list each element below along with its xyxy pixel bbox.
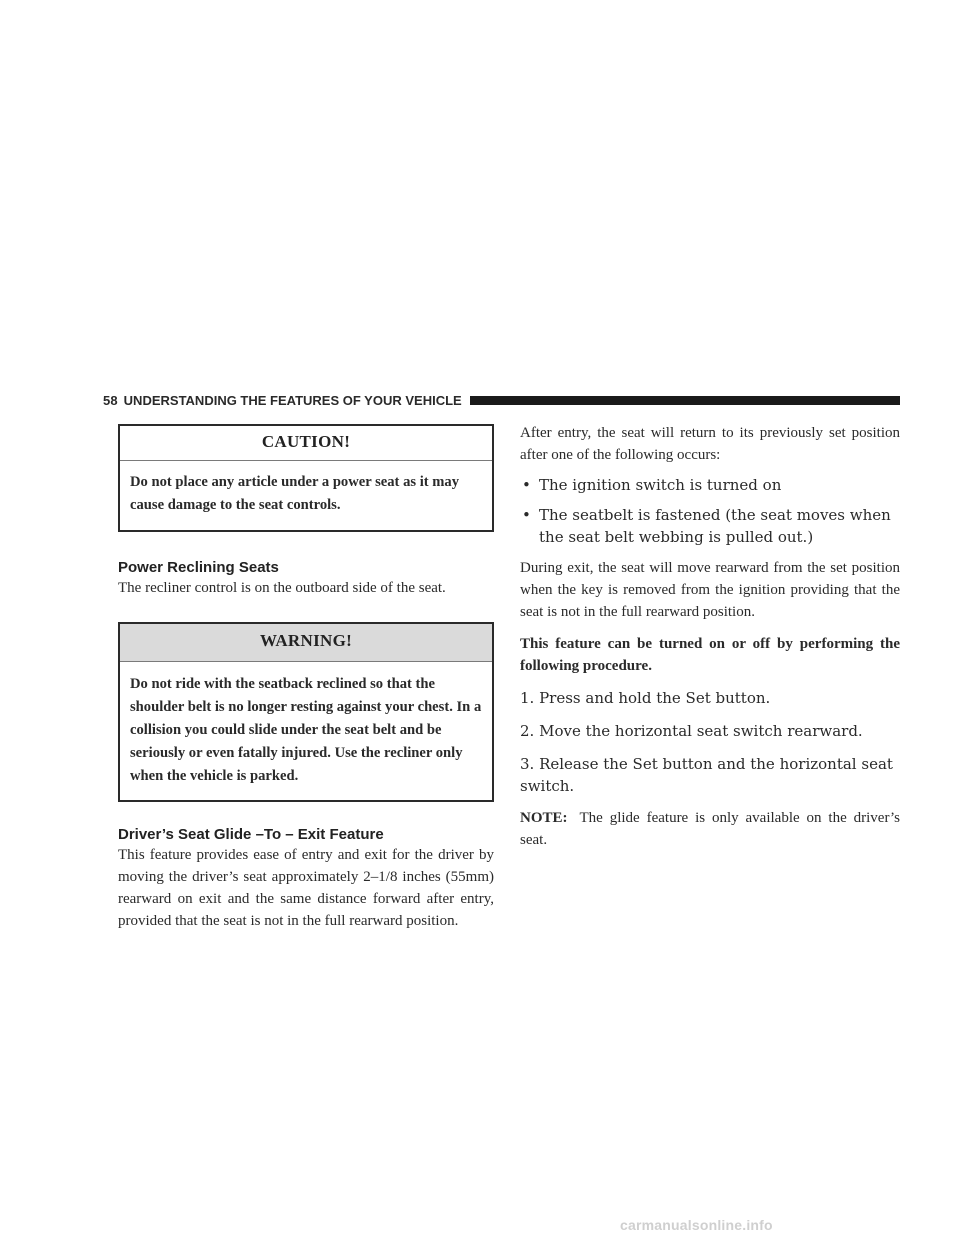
right-column: [520, 422, 900, 851]
list-item: [520, 474, 900, 496]
seat-glide-text: This feature provides ease of entry and exit for the driver by moving the driver’s seat approximately 2–1/8 inches (55mm) rearward on exit and the same distance forward after entry, provided that the seat is not in the full rearward position.: [118, 847, 494, 929]
during-exit-text: During exit, the seat will move rearward from the set position when the key is removed from the ignition providing that the seat is not in the full rearward position.: [520, 560, 900, 620]
procedure-intro: This feature can be turned on or off by performing the following procedure.: [520, 636, 900, 674]
step-3: 3. Release the Set button and the horizontal seat switch.: [520, 755, 893, 795]
bullet-icon: •: [522, 506, 531, 524]
seat-glide-heading: Driver’s Seat Glide –To – Exit Feature: [118, 826, 384, 843]
list-item: [520, 504, 900, 548]
caution-title: CAUTION!: [120, 426, 492, 461]
page-header: [103, 390, 900, 410]
power-reclining-text: The recliner control is on the outboard side of the seat.: [118, 580, 446, 596]
list-item-text: The seatbelt is fastened (the seat moves when the seat belt webbing is pulled out.): [539, 506, 891, 546]
power-reclining-heading: Power Reclining Seats: [118, 559, 279, 576]
condition-list: [520, 474, 900, 548]
watermark-link[interactable]: carmanualsonline.info: [620, 1217, 773, 1233]
step-2: 2. Move the horizontal seat switch rearward.: [520, 722, 863, 740]
warning-body: Do not ride with the seatback reclined so that the shoulder belt is no longer resting against your chest. In a collision you could slide under the seat belt and be seriously or even fatally injured. Use the recliner only when the vehicle is parked.: [130, 676, 482, 784]
header-rule: [470, 396, 900, 405]
left-column: [118, 424, 494, 932]
page-number: 58: [103, 392, 118, 408]
caution-body: Do not place any article under a power seat as it may cause damage to the seat controls.: [130, 474, 460, 513]
note-text: The glide feature is only available on the driver’s seat.: [520, 810, 900, 848]
caution-box: [118, 424, 494, 532]
warning-box: [118, 622, 494, 802]
note-paragraph: [520, 807, 900, 851]
step-1: 1. Press and hold the Set button.: [520, 689, 771, 707]
section-title: UNDERSTANDING THE FEATURES OF YOUR VEHICLE: [123, 392, 462, 408]
list-item-text: The ignition switch is turned on: [539, 476, 782, 494]
warning-title: WARNING!: [120, 624, 492, 662]
after-entry-text: After entry, the seat will return to its previously set position after one of the following occurs:: [520, 425, 900, 463]
procedure-steps: [520, 687, 900, 797]
bullet-icon: •: [522, 476, 531, 494]
note-label: NOTE:: [520, 810, 568, 826]
